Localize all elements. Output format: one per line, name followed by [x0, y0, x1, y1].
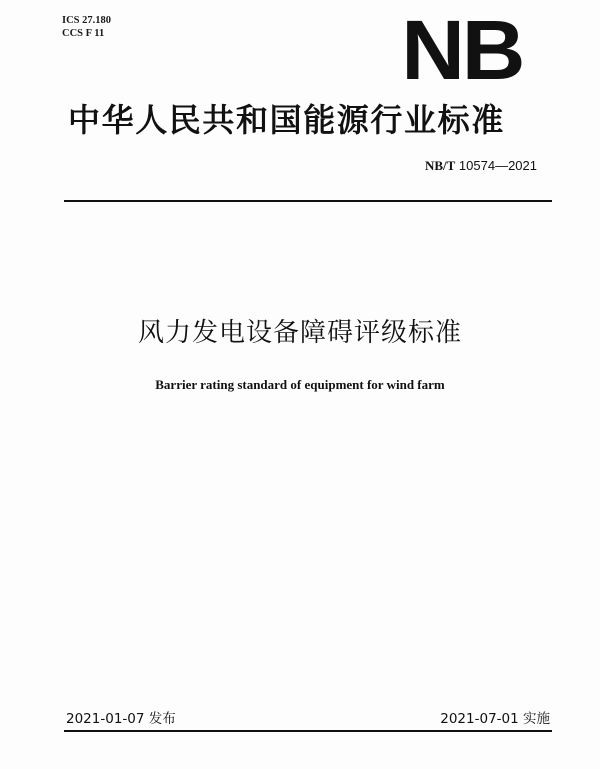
- standard-number-prefix: NB/T: [424, 158, 456, 173]
- top-divider: [64, 200, 552, 202]
- issue-date: 2021-01-07 发布: [66, 711, 176, 727]
- organization-title: 中华人民共和国能源行业标准: [68, 101, 505, 139]
- ics-code: ICS 27.180: [62, 15, 112, 26]
- nb-logo: NB: [400, 3, 522, 97]
- standard-number: [425, 158, 537, 174]
- implementation-date: 2021-07-01 实施: [440, 711, 550, 727]
- bottom-divider: [64, 730, 552, 732]
- standard-number-value: 10574—2021: [455, 158, 537, 173]
- classification-codes: [62, 14, 111, 40]
- chinese-title: 风力发电设备障碍评级标准: [137, 318, 462, 348]
- english-title: Barrier rating standard of equipment for wind farm: [155, 377, 445, 392]
- ccs-code: CCS F 11: [62, 28, 105, 39]
